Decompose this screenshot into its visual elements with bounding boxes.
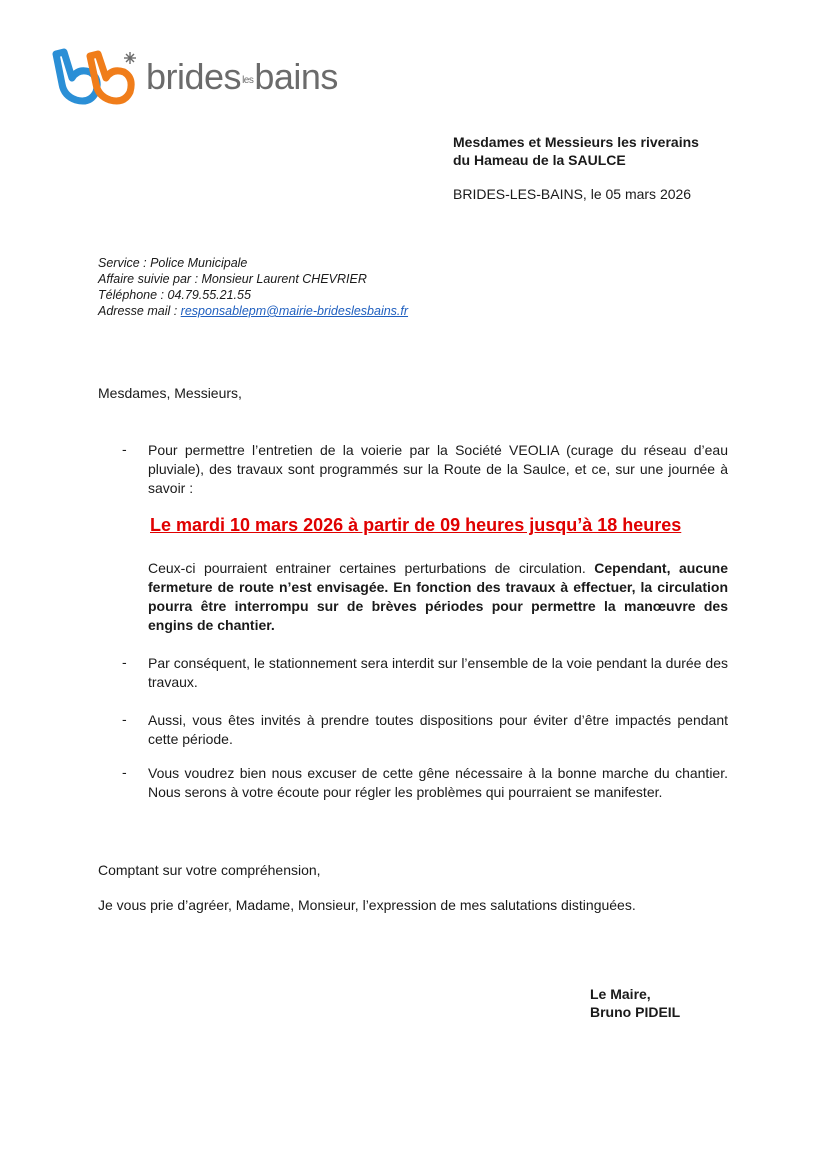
telephone-line: Téléphone : 04.79.55.21.55 — [98, 288, 251, 302]
recipient-line-1: Mesdames et Messieurs les riverains — [453, 134, 699, 150]
email-line — [98, 303, 408, 319]
disruption-paragraph — [148, 559, 728, 635]
disruption-text: Ceux-ci pourraient entrainer certaines perturbations de circulation. — [148, 560, 595, 576]
bullet-2: - — [122, 654, 127, 670]
bullet-1: - — [122, 441, 127, 457]
closing-line-1: Comptant sur votre compréhension, — [98, 862, 321, 878]
list-item-2: Par conséquent, le stationnement sera interdit sur l’ensemble de la voie pendant la durée des travaux. — [148, 655, 728, 690]
list-item-1: Pour permettre l’entretien de la voierie par la Société VEOLIA (curage du réseau d’eau pluviale), des travaux sont programmés sur la Route de la Saulce, et ce, sur une journée à savoir : — [148, 442, 728, 496]
place-date: BRIDES-LES-BAINS, le 05 mars 2026 — [453, 186, 692, 202]
salutation: Mesdames, Messieurs, — [98, 385, 242, 401]
affaire-line: Affaire suivie par : Monsieur Laurent CHEVRIER — [98, 272, 367, 286]
bb-logo-mark-icon — [52, 48, 147, 108]
recipient-line-2: du Hameau de la SAULCE — [453, 152, 626, 168]
logo-word-bains: bains — [254, 56, 338, 97]
logo-word-brides: brides — [146, 56, 242, 97]
signature-title: Le Maire, — [590, 986, 651, 1002]
logo-word-les: les — [242, 75, 254, 86]
snowflake-icon — [124, 52, 136, 64]
email-label: Adresse mail : — [98, 304, 181, 318]
closing-line-2: Je vous prie d’agréer, Madame, Monsieur, l’expression de mes salutations distinguées. — [98, 897, 636, 913]
signature-name: Bruno PIDEIL — [590, 1004, 681, 1020]
recipient-block — [453, 133, 699, 169]
logo-wordmark — [146, 56, 338, 98]
service-info — [98, 255, 408, 319]
bullet-4: - — [122, 764, 127, 780]
disruption-bold-text: Cependant, aucune fermeture de route n’est envisagée. En fonction des travaux à effectuer, la circulation pourra être interrompu sur de brèves périodes pour permettre la manœuvre des engins de chantier. — [148, 560, 728, 633]
brides-les-bains-logo — [52, 48, 382, 108]
email-link[interactable]: responsablepm@mairie-brideslesbains.fr — [180, 304, 409, 318]
signature-block — [590, 985, 680, 1021]
list-item-3: Aussi, vous êtes invités à prendre toutes dispositions pour éviter d’être impactés pendant cette période. — [148, 712, 728, 747]
list-item-4: Vous voudrez bien nous excuser de cette gêne nécessaire à la bonne marche du chantier. Nous serons à votre écoute pour régler les problèmes qui pourraient se manifester. — [148, 765, 728, 800]
bullet-3: - — [122, 711, 127, 727]
work-date-highlight: Le mardi 10 mars 2026 à partir de 09 heures jusqu’à 18 heures — [150, 515, 682, 535]
service-line: Service : Police Municipale — [98, 256, 248, 270]
